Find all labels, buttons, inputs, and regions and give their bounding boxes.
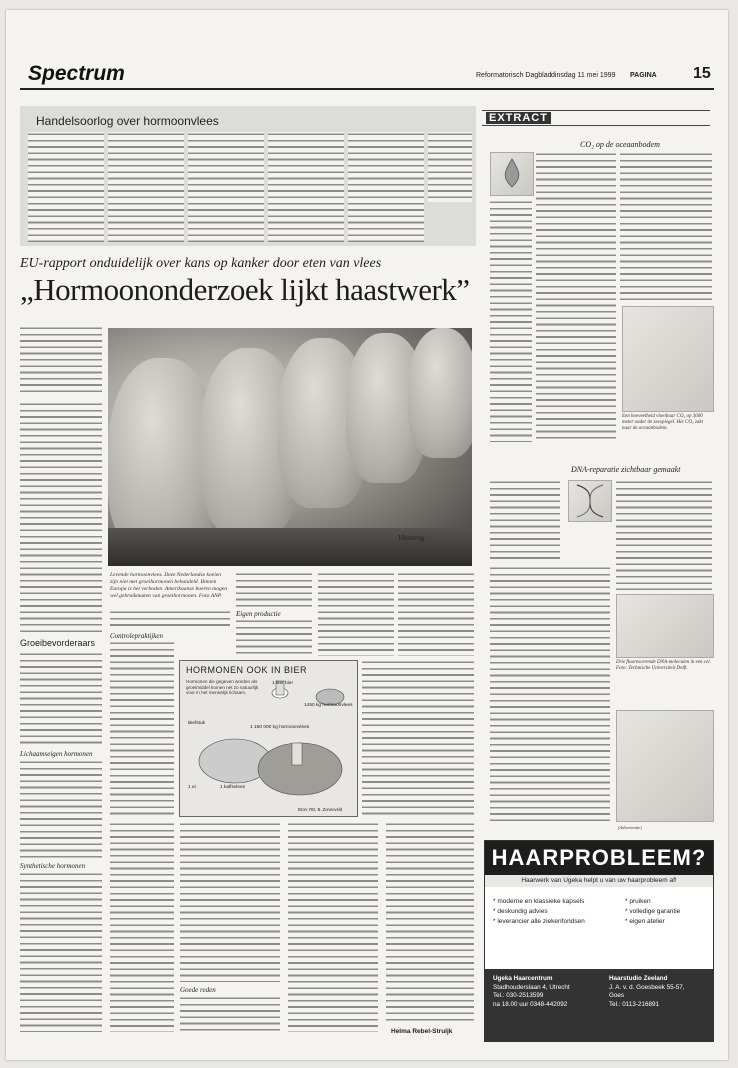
page-label: PAGINA [630,72,657,79]
sidebar-text [20,760,102,858]
article-author: Helma Rebel-Struijk [391,1028,453,1035]
intro-text [20,326,102,396]
dna-column [616,480,712,590]
dna-column [490,480,560,562]
sidebar-text [20,652,102,747]
top-article-column [188,132,264,242]
section-title: Spectrum [28,62,125,85]
dna-title: DNA-reparatie zichtbaar gemaakt [571,465,681,474]
subhead-vleestrog: Vleestrog [398,534,425,542]
label-1450: 1450 kg hormoonvlees [304,703,353,708]
dna-helix-icon [569,481,611,521]
page-number: 15 [693,65,711,82]
ad-right-list [625,897,680,927]
graphic-illustration [180,661,357,816]
ad-item: * deskundig advies [493,908,548,915]
article-column [110,641,174,816]
ad-headline: HAARPROBLEEM? [485,841,713,875]
hair-advertisement[interactable] [484,840,714,1042]
label-beer: 1 liter bier [272,681,294,686]
dna-large-photo [616,710,714,822]
publication-name: Reformatorisch Dagblad [476,72,552,79]
article-column [386,822,474,1022]
ad-address-line: Tel.: 030-2513599 [493,992,544,999]
subhead-goede-reden: Goede reden [180,986,216,994]
ad-right-address [609,975,685,1009]
photo-caption-text: Levende hormoonvlees. Deze Nederlandse koeien zijn niet met groeihormonen behandeld. Binnen Europa is het verboden. Amerikaanse boeren mogen wel gebruikmaken van groeihormonen. [110,572,228,599]
ad-address-line: Goes [609,992,625,999]
label-calf: 1 kalfsvlees [220,785,246,790]
ad-address-line: Tel.: 0113-216891 [609,1000,659,1008]
article-column [362,660,474,816]
subhead-eigen-productie: Eigen productie [236,610,281,618]
article-column [110,610,230,630]
dna-column [490,566,610,826]
graphic-intro: Hormonen die gegeven worden als groeimiddel komen net zo natuurlijk voor in het menselijk lichaam. [186,679,259,696]
sidebar-title: Groeibevorderaars [20,638,96,648]
top-article-column [108,132,184,242]
subhead-controlepraktijken: Controlepraktijken [110,632,164,640]
ad-item: * moderne en klassieke kapsels [493,898,585,905]
co2-column [490,200,532,442]
label-egg: 1 ei [188,785,196,790]
co2-drop-icon [491,153,533,195]
ad-address-line: Ugeka Haarcentrum [493,975,553,982]
graphic-credit: Bron: RD, B. Zonneveld [298,807,343,812]
dna-icon-image [568,480,612,522]
article-column [20,402,102,632]
label-steak: Biefstuk [188,721,206,726]
co2-column [620,152,712,302]
photo-caption [110,572,230,600]
ad-subline: Haarwerk van Ugeka helpt u van uw haarprobleem af! [485,875,713,887]
co2-title: CO₂ op de oceaanbodem [580,140,660,149]
cow-figure [408,328,472,458]
main-article-kicker: EU-rapport onduidelijk over kans op kanker door eten van vlees [20,256,382,271]
article-column [180,996,280,1032]
top-article-column [428,132,472,202]
top-article-column [268,132,344,242]
top-article-title: Handelsoorlog over hormoonvlees [36,114,219,128]
sidebar-text [20,872,102,1032]
header-rule [20,88,714,90]
co2-illustration [490,152,534,196]
image-credit: (Advertentie) [618,825,642,830]
article-column [110,822,174,1032]
article-column [236,619,312,655]
top-article-column [28,132,104,242]
co2-column [536,152,616,442]
article-column [398,572,474,656]
co2-photo [622,306,714,412]
ad-left-address [493,975,570,1009]
ad-item: * eigen atelier [625,918,665,925]
article-column [318,572,394,656]
top-article-column [348,132,424,242]
graphic-title: HORMONEN OOK IN BIER [186,665,308,675]
page-date: dinsdag 11 mei 1999 [551,72,616,79]
main-article-headline: „Hormoononderzoek lijkt haastwerk” [20,272,470,307]
ad-address-line: J. A. v. d. Goesbeek 55-57, [609,983,685,991]
ad-address-line: Haarstudio Zeeland [609,975,668,982]
label-beer-equivalent: 1 150 000 kg hormoonvlees [250,725,310,730]
ad-left-list [493,897,585,927]
dna-photo [616,594,714,658]
article-column [288,822,378,1032]
sidebar-subhead-2: Synthetische hormonen [20,862,86,870]
ad-item: * leverancier alle ziekenfondsen [493,918,585,925]
ad-item: * volledige garantie [625,908,681,915]
co2-caption: Een hoeveelheid vloeibaar CO₂ op 3600 meter onder de zeespiegel. Het CO₂ zakt naar de oceaanbodem. [622,414,704,432]
ad-item: * pruiken [625,898,651,905]
newspaper-page [6,10,728,1060]
photo-credit: Foto ANP [198,593,222,599]
dna-caption: Drie fluorescerende DNA-moleculen in een cel. Foto: Technische Universiteit Delft. [616,660,711,672]
cows-photo [108,328,472,566]
sidebar-subhead-1: Lichaamseigen hormonen [20,750,93,758]
ad-address-line: Stadhouderslaan 4, Utrecht [493,983,570,991]
article-column [180,822,280,982]
extract-label: EXTRACT [486,112,551,124]
hormones-graphic [179,660,358,817]
article-column [236,572,312,608]
ad-address-line: na 18.00 uur 0348-442092 [493,1000,568,1008]
